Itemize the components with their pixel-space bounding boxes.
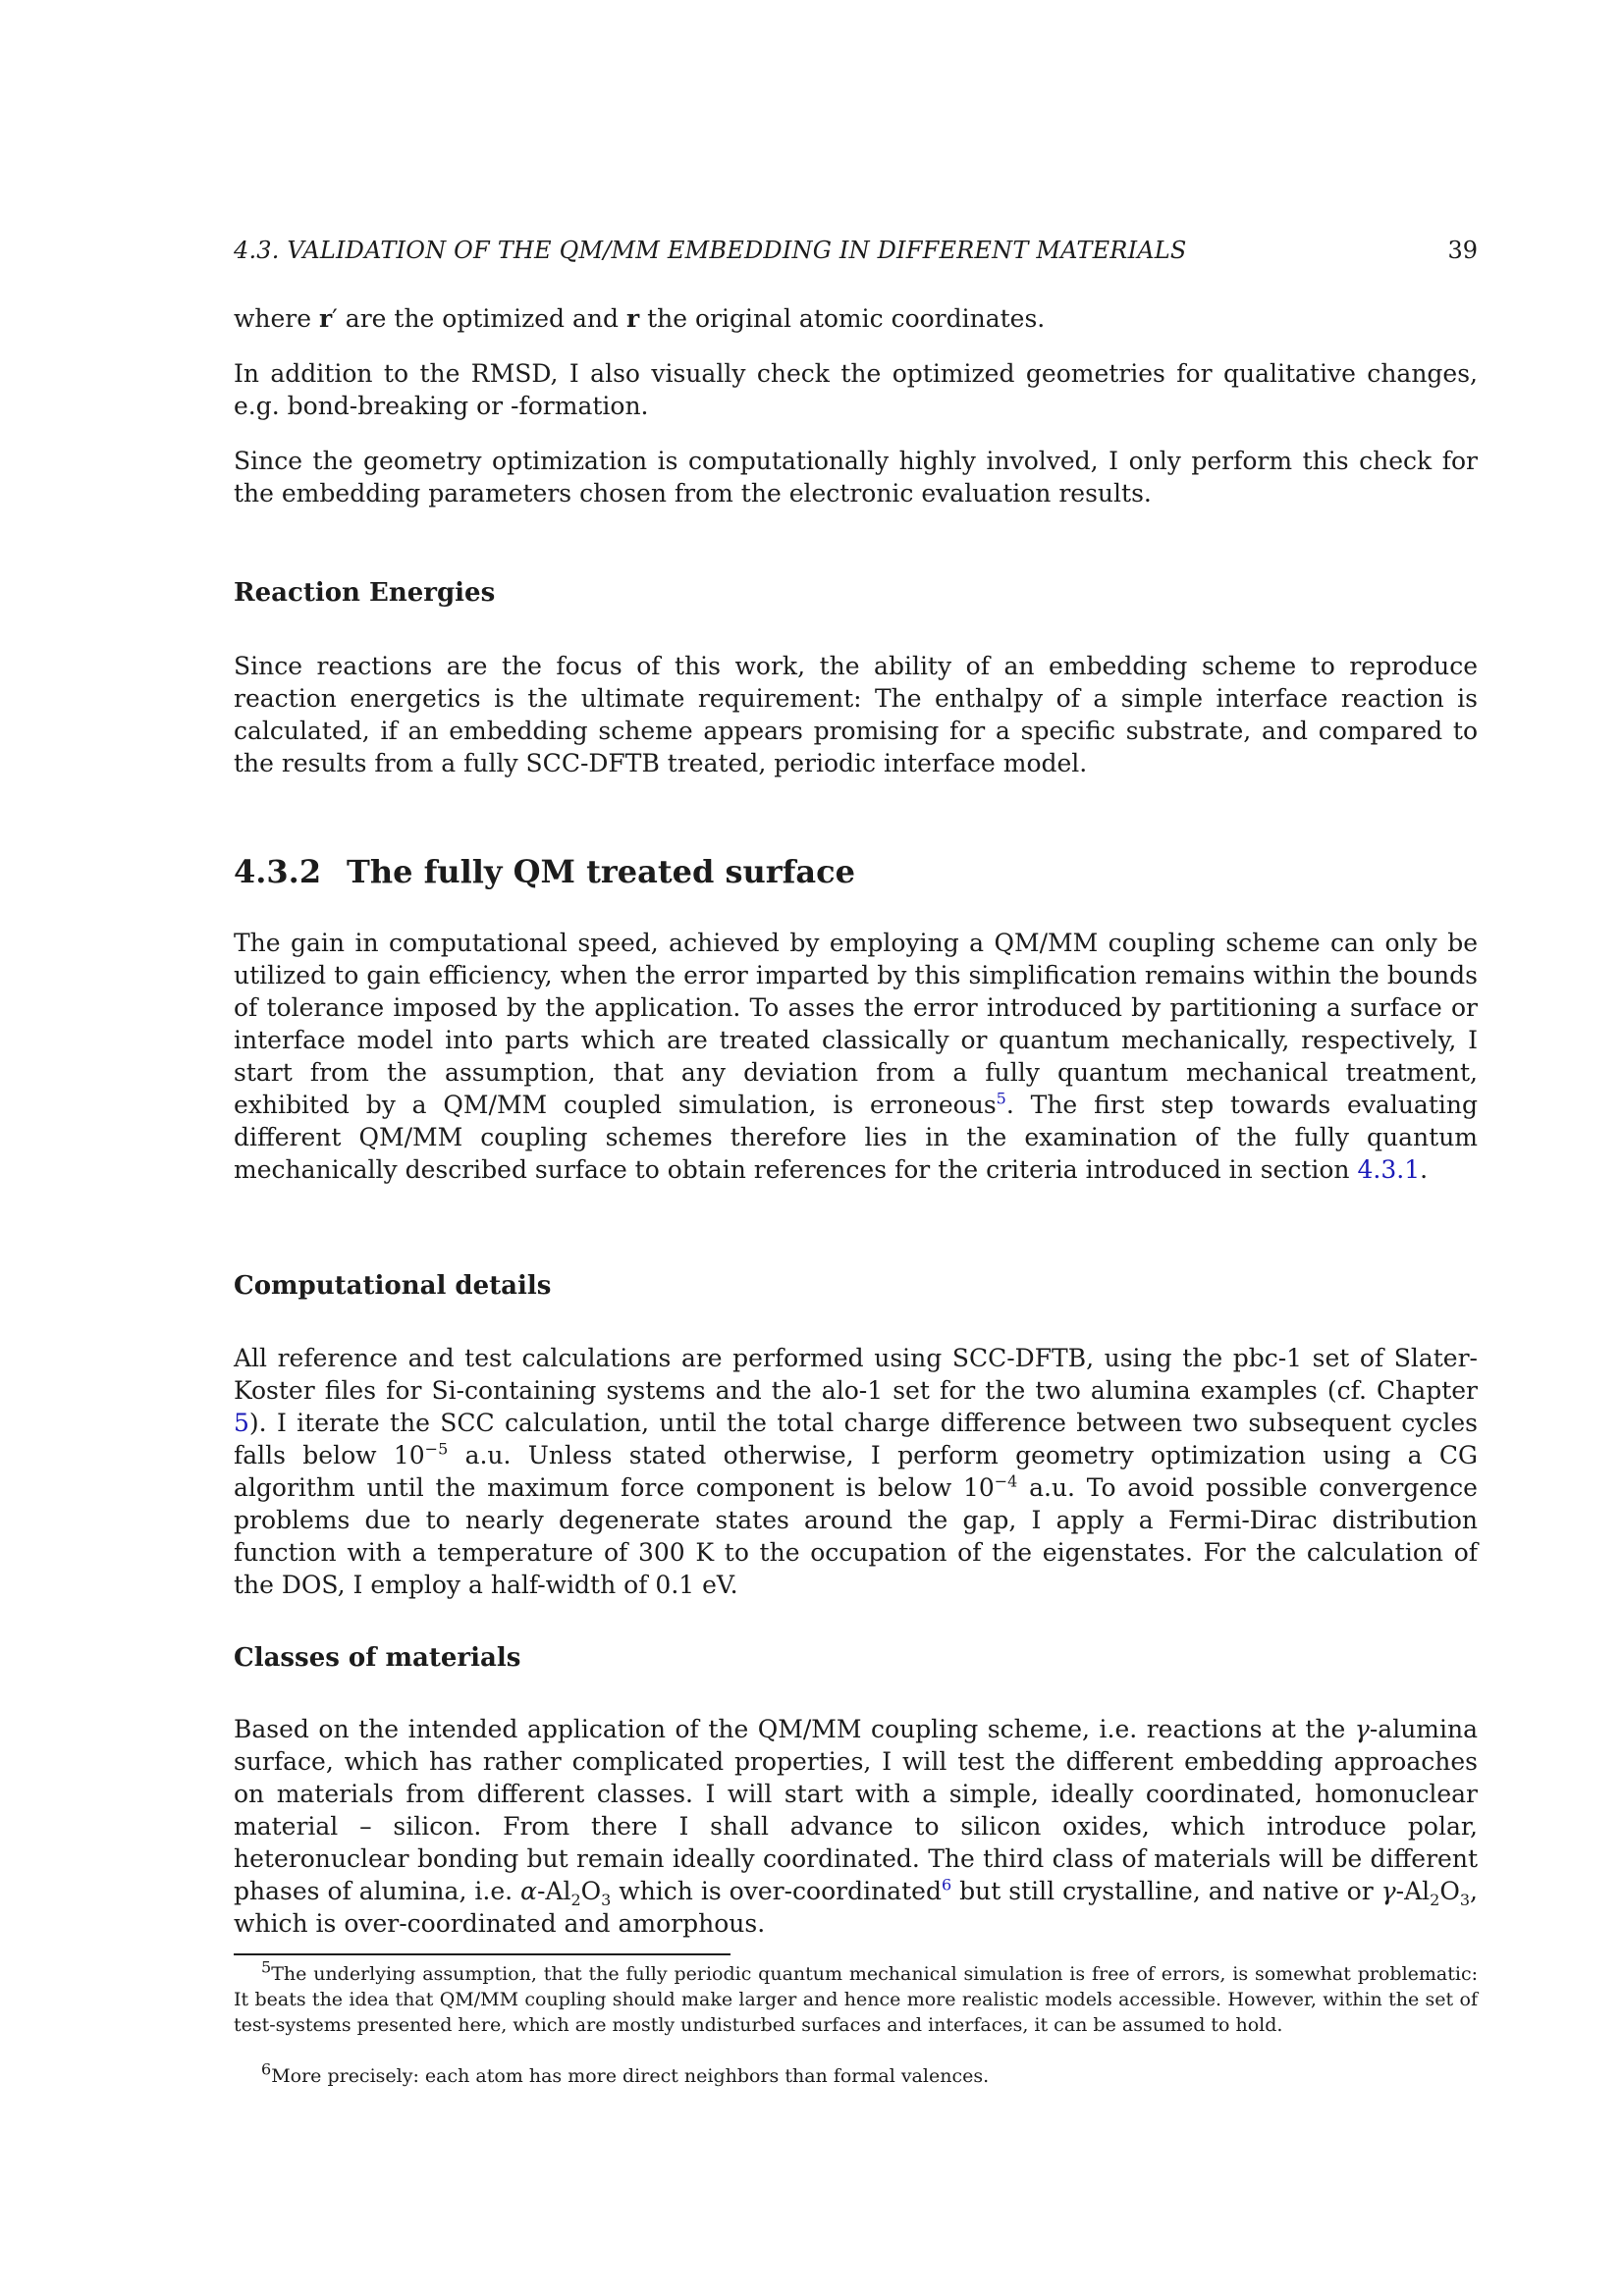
header-section-title: 4.3. VALIDATION OF THE QM/MM EMBEDDING IN DIFFERENT MATERIALS bbox=[234, 237, 1187, 264]
footnote-6: $^6$More precisely: each atom has more direct neighbors than formal valences. bbox=[261, 2059, 990, 2087]
heading-computational-details: Computational details bbox=[234, 1271, 552, 1301]
paragraph-reaction-energies: Since reactions are the focus of this work, the ability of an embedding scheme to reproduce reaction energetics is the ultimate requirement: The enthalpy of a simple interface reaction is calculated, if an embedding scheme appears promising for a specific substrate, and compared to the results from a fully SCC-DFTB treated, periodic interface model. bbox=[234, 652, 1478, 777]
paragraph-optimization-cost: Since the geometry optimization is computationally highly involved, I only perform this check for the embedding parameters chosen from the electronic evaluation results. bbox=[234, 447, 1478, 507]
page-number: 39 bbox=[1447, 237, 1478, 264]
chapter-link[interactable]: 5 bbox=[234, 1409, 249, 1437]
paragraph-visual-check: In addition to the RMSD, I also visually check the optimized geometries for qualitative changes, e.g. bond-breaking or -formation. bbox=[234, 359, 1478, 420]
section-title: The fully QM treated surface bbox=[347, 853, 855, 890]
heading-reaction-energies: Reaction Energies bbox=[234, 578, 496, 608]
paragraph-computational-details: All reference and test calculations are performed using SCC-DFTB, using the pbc-1 set of Slater-Koster files for Si-containing systems and the alo-1 set for the two alumina examples (cf. Chapter 5). I iterate the SCC calculation, until the total charge difference between two subsequent cycles falls below $10^{-5}$ a.u. Unless stated otherwise, I perform geometry optimization using a CG algorithm until the maximum force component is below $10^{-4}$ a.u. To avoid possible convergence problems due to nearly degenerate states around the gap, I apply a Fermi-Dirac distribution function with a temperature of 300 K to the occupation of the eigenstates. For the calculation of the DOS, I employ a half-width of 0.1 eV. bbox=[234, 1344, 1478, 1599]
heading-classes-of-materials: Classes of materials bbox=[234, 1643, 521, 1673]
footnote-ref-6[interactable]: 6 bbox=[941, 1875, 952, 1895]
footnote-5: $^5$The underlying assumption, that the fully periodic quantum mechanical simulation is free of errors, is somewhat problematic: It beats the idea that QM/MM coupling should make larger and hence more realistic models accessible. However, within the set of test-systems presented here, which are mostly undisturbed surfaces and interfaces, it can be assumed to hold. bbox=[234, 1957, 1478, 2036]
section-number: 4.3.2 bbox=[234, 853, 322, 890]
section-link[interactable]: 4.3.1 bbox=[1357, 1155, 1421, 1184]
section-heading bbox=[234, 853, 855, 890]
footnote-ref-5[interactable]: 5 bbox=[996, 1089, 1006, 1108]
footnote-rule bbox=[234, 1953, 730, 1955]
paragraph-fully-qm: The gain in computational speed, achieved by employing a QM/MM coupling scheme can only be utilized to gain efficiency, when the error imparted by this simplification remains within the bounds of tolerance imposed by the application. To asses the error introduced by partitioning a surface or interface model into parts which are treated classically or quantum mechanically, respectively, I start from the assumption, that any deviation from a fully quantum mechanical treatment, exhibited by a QM/MM coupled simulation, is erroneous$^5$. The first step towards evaluating different QM/MM coupling schemes therefore lies in the examination of the fully quantum mechanically described surface to obtain references for the criteria introduced in section 4.3.1. bbox=[234, 929, 1478, 1184]
running-header bbox=[234, 237, 1478, 270]
paragraph-classes-of-materials: Based on the intended application of the QM/MM coupling scheme, i.e. reactions at the γ-alumina surface, which has rather complicated properties, I will test the different embedding approaches on materials from different classes. I will start with a simple, ideally coordinated, homonuclear material – silicon. From there I shall advance to silicon oxides, which introduce polar, heteronuclear bonding but remain ideally coordinated. The third class of materials will be different phases of alumina, i.e. $\alpha-Al_2O_3$ which is over-coordinated$^6$ but still crystalline, and native or $\gamma-Al_2O_3$, which is over-coordinated and amorphous. bbox=[234, 1715, 1478, 1938]
paragraph-coordinates: where r′ are the optimized and r the original atomic coordinates. bbox=[234, 304, 1046, 333]
